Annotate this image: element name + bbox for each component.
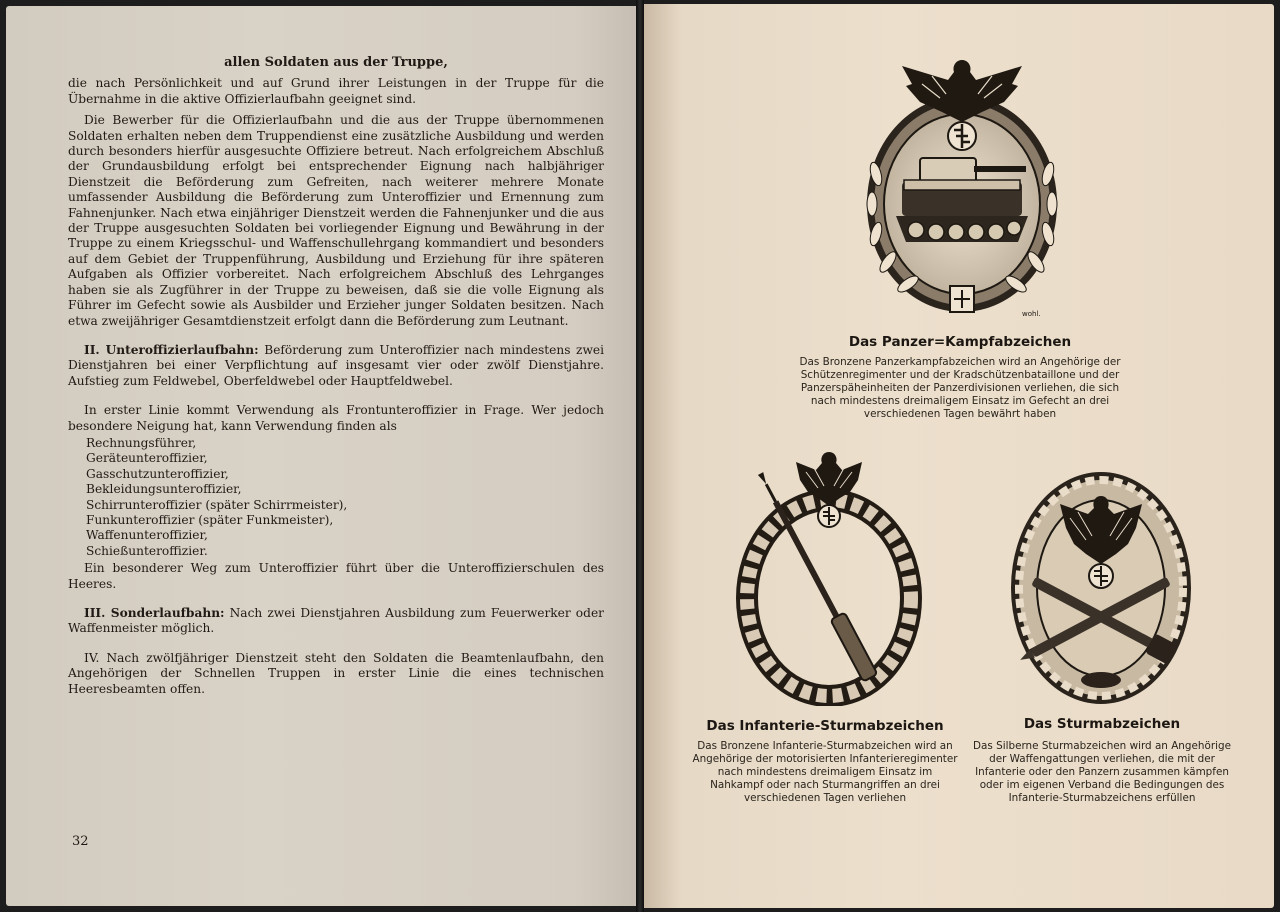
section-3-text: Nach zwei Dienstjahren Ausbildung zum Feuerwerker oder Waffenmeister möglich. [68, 606, 604, 636]
sturm-badge-description: Das Silberne Sturmabzeichen wird an Angehörige der Waffengattungen verliehen, die mit der Infanterie oder den Panzern zusammen kämpfen oder im eigenen Verband die Bedingungen des Infanterie-Sturmabzeichens erfüllen [973, 740, 1231, 804]
section-3-label: III. Sonderlaufbahn: [84, 606, 225, 620]
list-item: Waffenunteroffizier, [86, 528, 208, 543]
list-item: Schirrunteroffizier (später Schirrmeister), [86, 497, 348, 512]
paragraph-2: Die Bewerber für die Offizierlaufbahn und die aus der Truppe übernommenen Soldaten erhalten neben dem Truppendienst eine zusätzliche Ausbildung und werden durch besonders hierfür ausgesuchte Offiziere betreut. Nach erfolgreichem Abschluß der Grundausbildung erfolgt bei entsprechender Eignung nach halbjähriger Dienstzeit die Beförderung zum Gefreiten, nach weiterer mehrere Monate umfassender Ausbildung die Beförderung zum Unteroffizier und Ernennung zum Fahnenjunker. Nach etwa einjähriger Dienstzeit werden die Fahnenjunker und die aus der Truppe ausgesuchten Soldaten bei vorliegender Eignung und Bewährung in der Truppe zu einem Kriegsschul- und Waffenschullehrgang kommandiert und besonders auf dem Gebiet der Truppenführung, Ausbildung und Erziehung für ihre späteren Aufgaben als Offizier vorbereitet. Nach erfolgreichem Abschluß des Lehrganges haben sie als Zugführer in der Truppe zu beweisen, daß sie die volle Eignung als Führer im Gefecht sowie als Ausbilder und Erzieher junger Soldaten besitzen. Nach etwa zweijähriger Gesamtdienstzeit erfolgt dann die Beförderung zum Leutnant. [68, 113, 604, 328]
list-item: Rechnungsführer, [86, 435, 197, 450]
panzer-badge-illustration [862, 54, 1062, 320]
panzer-badge-title: Das Panzer=Kampfabzeichen [848, 334, 1072, 350]
section-2-label: II. Unteroffizierlaufbahn: [84, 342, 259, 357]
book-gutter [636, 0, 644, 912]
infantry-badge-description: Das Bronzene Infanterie-Sturmabzeichen wird an Angehörige der motorisierten Infanterieregimenter nach mindestens dreimaligem Einsatz im Nahkampf oder nach Sturmangriffen an drei verschiedenen Tagen verliehen [692, 740, 958, 804]
paragraph-1: die nach Persönlichkeit und auf Grund ihrer Leistungen in der Truppe für die Übernahme in die aktive Offizierlaufbahn geeignet sind. [68, 76, 604, 106]
paragraph-4: Ein besonderer Weg zum Unteroffizier führt über die Unteroffizierschulen des Heeres. [68, 561, 604, 591]
artist-signature: wohl. [1022, 310, 1041, 318]
list-item: Bekleidungsunteroffizier, [86, 482, 242, 497]
section-2 [68, 343, 604, 389]
list-item: Funkunteroffizier (später Funkmeister), [86, 512, 334, 527]
left-page-heading: allen Soldaten aus der Truppe, [224, 55, 448, 70]
list-item: Gasschutzunteroffizier, [86, 466, 229, 481]
section-3 [68, 606, 604, 637]
list-item: Schießunteroffizier. [86, 543, 208, 558]
left-page-text [68, 55, 604, 711]
panzer-badge-description: Das Bronzene Panzerkampfabzeichen wird an Angehörige der Schützenregimenter und der Kradschützenbataillone und der Panzerspäheinheiten der Panzerdivisionen verliehen, die sich nach mindestens dreimaligem Einsatz im Gefecht an drei verschiedenen Tagen bewährt haben [799, 356, 1121, 420]
section-2-text: Beförderung zum Unteroffizier nach mindestens zwei Dienstjahren bei einer Verpflichtung auf insgesamt vier oder zwölf Dienstjahre. Aufstieg zum Feldwebel, Oberfeldwebel oder Hauptfeldwebel. [68, 342, 604, 388]
page-number: 32 [72, 834, 89, 849]
sturm-badge-illustration [1006, 468, 1196, 708]
sturm-badge-title: Das Sturmabzeichen [1023, 716, 1181, 732]
section-4: IV. Nach zwölfjähriger Dienstzeit steht den Soldaten die Beamtenlaufbahn, den Angehörigen der Schnellen Truppen in erster Linie die eines technischen Heeresbeamten offen. [68, 650, 604, 696]
paragraph-3: In erster Linie kommt Verwendung als Frontunteroffizier in Frage. Wer jedoch besondere Neigung hat, kann Verwendung finden als [68, 403, 604, 433]
role-list [86, 436, 604, 559]
infantry-badge-title: Das Infanterie-Sturmabzeichen [706, 718, 944, 734]
infantry-badge-illustration [734, 448, 924, 706]
list-item: Geräteunteroffizier, [86, 451, 208, 466]
